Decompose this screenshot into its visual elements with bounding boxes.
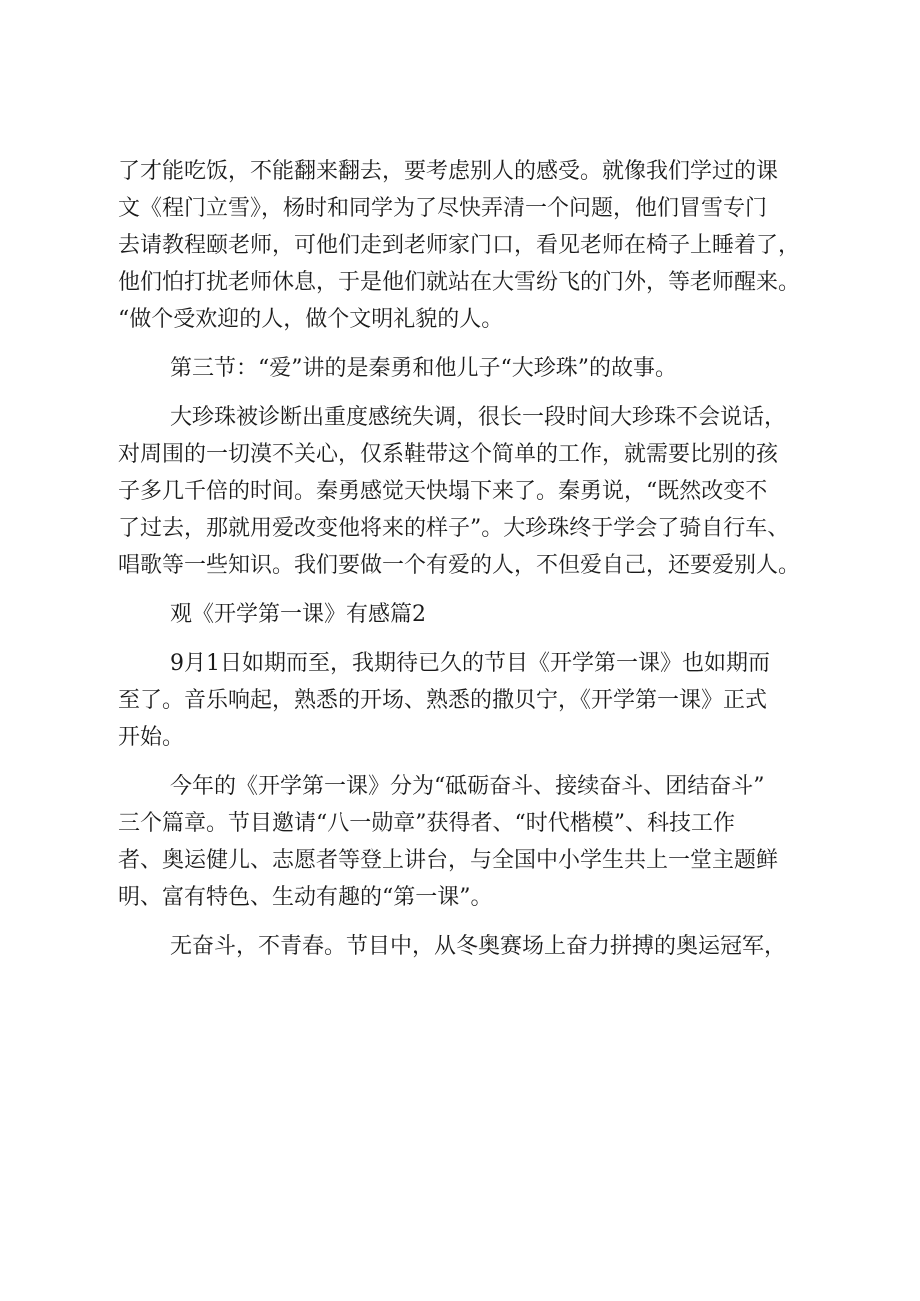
text-line: 第三节：“爱”讲的是秦勇和他儿子“大珍珠”的故事。 <box>170 356 677 381</box>
text-line: 无奋斗，不青春。节目中，从冬奥赛场上奋力拼搏的奥运冠军， <box>170 934 787 959</box>
text-line: 他们怕打扰老师休息，于是他们就站在大雪纷飞的门外，等老师醒来。 <box>118 270 801 295</box>
text-line: 对周围的一切漠不关心，仅系鞋带这个简单的工作，就需要比别的孩 <box>118 442 779 467</box>
text-line: 至了。音乐响起，熟悉的开场、熟悉的撒贝宁，《开学第一课》正式 <box>118 688 768 713</box>
text-line: 子多几千倍的时间。秦勇感觉天快塌下来了。秦勇说，“既然改变不 <box>118 479 768 504</box>
paragraph <box>118 645 830 756</box>
text-line: 唱歌等一些知识。我们要做一个有爱的人，不但爱自己，还要爱别人。 <box>118 553 801 578</box>
text-line: 者、奥运健儿、志愿者等登上讲台，与全国中小学生共上一堂主题鲜 <box>118 848 779 873</box>
text-line: 大珍珠被诊断出重度感统失调，很长一段时间大珍珠不会说话， <box>170 405 787 430</box>
paragraph <box>118 399 830 584</box>
paragraph <box>118 928 830 965</box>
text-line: 了过去，那就用爱改变他将来的样子”。大珍珠终于学会了骑自行车、 <box>118 516 790 541</box>
text-line: 去请教程颐老师，可他们走到老师家门口，看见老师在椅子上睡着了， <box>118 233 801 258</box>
text-line: 了才能吃饭，不能翻来翻去，要考虑别人的感受。就像我们学过的课 <box>118 159 779 184</box>
text-line: 9月1日如期而至，我期待已久的节目《开学第一课》也如期而 <box>170 651 770 676</box>
text-line: 文《程门立雪》，杨时和同学为了尽快弄清一个问题，他们冒雪专门 <box>118 196 768 221</box>
document-body <box>118 153 830 977</box>
text-line: 观《开学第一课》有感篇2 <box>170 602 426 627</box>
paragraph <box>118 768 830 916</box>
text-line: 三个篇章。节目邀请“八一勋章”获得者、“时代楷模”、科技工作 <box>118 811 735 836</box>
text-line: 开始。 <box>118 725 185 750</box>
text-line: “做个受欢迎的人，做个文明礼貌的人。 <box>118 307 504 332</box>
text-line: 今年的《开学第一课》分为“砥砺奋斗、接续奋斗、团结奋斗” <box>170 774 765 799</box>
section-heading-paragraph <box>118 350 830 387</box>
paragraph <box>118 153 830 338</box>
article-title <box>118 596 830 633</box>
text-line: 明、富有特色、生动有趣的“第一课”。 <box>118 885 493 910</box>
